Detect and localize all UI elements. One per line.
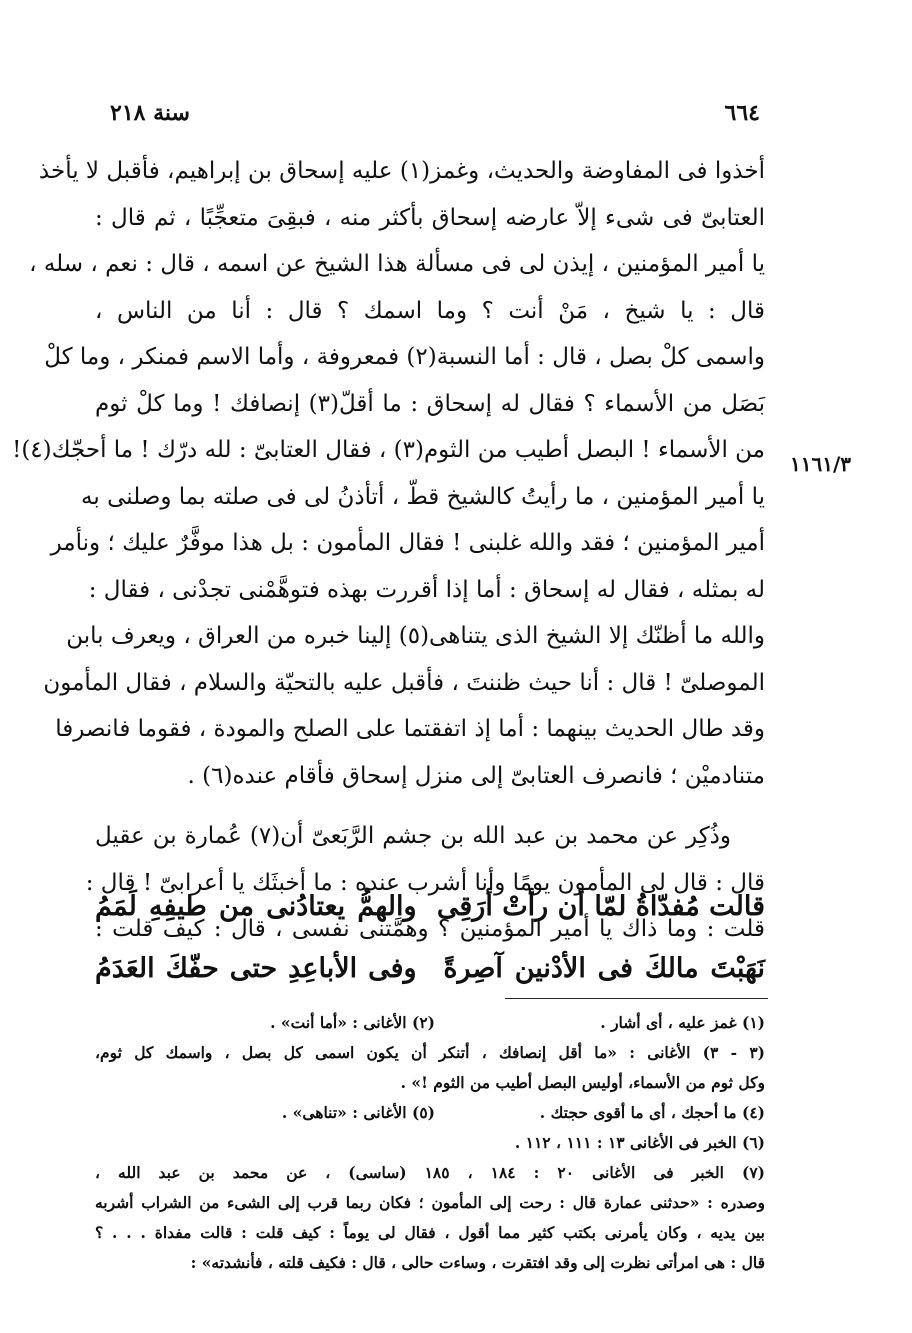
footnote-7: (٧) الخبر فى الأغانى ٢٠ : ١٨٤ ، ١٨٥ (ساسى) ، عن محمد بن عبد الله ، bbox=[95, 1163, 765, 1182]
hemistich-first: قالت مُفدّاةُ لمّا أن رأتْ أرَقِى bbox=[436, 891, 765, 922]
text-line: قال : قال لى المأمون يومًا وأنا أشرب عنده : ما أخبثَك يا أعرابىّ ! قال : bbox=[85, 869, 765, 896]
page-number: ٦٦٤ bbox=[724, 100, 760, 126]
text-line: واسمى كلْ بصل ، قال : أما النسبة(٢) فمعروفة ، وأما الاسم فمنكر ، وما كلْ bbox=[44, 344, 765, 370]
footnote-4: (٤) ما أحجك ، أى ما أقوى حجتك . bbox=[539, 1103, 765, 1122]
page-header bbox=[110, 100, 760, 134]
text-line: أمير المؤمنين ؛ فقد والله غلبنى ! فقال المأمون : بل هذا موفَّرٌ عليك ؛ ونأمر bbox=[50, 530, 765, 556]
text-line: والله ما أظنّك إلا الشيخ الذى يتناهى(٥) إلينا خبره من العراق ، ويعرف بابن bbox=[66, 623, 765, 649]
text-line: يا أمير المؤمنين ، ما رأيتُ كالشيخ قطّ ، أتأذنُ لى فى صلته بما وصلنى به bbox=[81, 483, 765, 510]
text-line: متنادميْن ؛ فانصرف العتابىّ إلى منزل إسحاق فأقام عنده(٦) . bbox=[187, 762, 765, 789]
poem bbox=[95, 876, 765, 1000]
year-heading: سنة ٢١٨ bbox=[110, 100, 190, 126]
footnote-7-cont: وصدره : «حدثنى عمارة قال : رحت إلى المأمون ؛ فكان ربما قرب إلى الشىء من الشراب أشربه bbox=[95, 1193, 765, 1212]
margin-reference: ١١٦١/٣ bbox=[790, 452, 852, 476]
text-line: أخذوا فى المفاوضة والحديث، وغمز(١) عليه إسحاق بن إبراهيم، فأقبل لا يأخذ bbox=[38, 158, 765, 184]
main-text bbox=[12, 148, 765, 953]
text-line: يا أمير المؤمنين ، إيذن لى فى مسألة هذا الشيخ عن اسمه ، قال : نعم ، سله ، bbox=[29, 251, 765, 277]
footnotes bbox=[95, 1008, 765, 1278]
poem-verse bbox=[95, 876, 765, 938]
poem-verse bbox=[95, 938, 765, 1000]
hemistich-second: والهمُّ يعتادُنى من طيفِهِ لَمَمُ bbox=[95, 891, 417, 922]
footnote-1: (١) غمز عليه ، أى أشار . bbox=[600, 1013, 765, 1032]
text-line: بَصَل من الأسماء ؟ فقال له إسحاق : ما أقلّ(٣) إنصافك ! وما كلْ ثوم bbox=[95, 390, 765, 417]
footnote-3-cont: وكل ثوم من الأسماء، أوليس البصل أطيب من الثوم !» . bbox=[400, 1073, 765, 1092]
footnote-6: (٦) الخبر فى الأغانى ١٣ : ١١١ ، ١١٢ . bbox=[514, 1133, 765, 1152]
footnote-row bbox=[95, 1098, 765, 1128]
footnote-3: (٣ - ٣) الأغانى : «ما أقل إنصافك ، أتنكر أن يكون اسمى كل بصل ، واسمك كل ثوم، bbox=[95, 1043, 765, 1062]
footnote-7-cont: بين يديه ، وكان يأمرنى بكتب كثير مما أقول ، فقال لى يوماً : كيف قلت : قالت مفداة . . . ؟ bbox=[95, 1223, 765, 1242]
text-line: قلت : وما ذاك يا أمير المؤمنين ؟ وهمَّتنى نفسى ، قال : كيف قلت : bbox=[95, 916, 765, 942]
text-line: قال : يا شيخ ، مَنْ أنت ؟ وما اسمك ؟ قال : أنا من الناس ، bbox=[95, 297, 765, 324]
hemistich-second: وفى الأباعِدِ حتى حفّكَ العَدَمُ bbox=[95, 953, 417, 984]
text-line: العتابىّ فى شىء إلاّ عارضه إسحاق بأكثر منه ، فبقِىَ متعجِّبًا ، ثم قال : bbox=[95, 204, 765, 231]
paragraph-gap bbox=[95, 799, 765, 813]
text-line: وذُكِر عن محمد بن عبد الله بن جشم الرَّبَعىّ أن(٧) عُمارة بن عقيل bbox=[95, 823, 732, 849]
text-line: له بمثله ، فقال له إسحاق : أما إذا أقررت بهذه فتوهَّمْنى تجدْنى ، فقال : bbox=[88, 576, 765, 603]
text-line: الموصلىّ ! قال : أنا حيث ظننتَ ، فأقبل عليه بالتحيّة والسلام ، فقال المأمون bbox=[43, 669, 765, 696]
footnote-row bbox=[95, 1008, 765, 1038]
footnote-5: (٥) الأغانى : «تناهى» . bbox=[281, 1103, 435, 1122]
text-line: من الأسماء ! البصل أطيب من الثوم(٣) ، فقال العتابىّ : لله درّك ! ما أحجّك(٤)! bbox=[12, 437, 765, 463]
text-line: وقد طال الحديث بينهما : أما إذ اتفقتما على الصلح والمودة ، فقوما فانصرفا bbox=[55, 716, 765, 742]
footnote-7-cont: قال : هى امرأتى نظرت إلى وقد افتقرت ، وساءت حالى ، قال : فكيف قلته ، فأنشدته» : bbox=[190, 1253, 765, 1272]
footnote-divider bbox=[505, 998, 768, 999]
footnote-2: (٢) الأغانى : «أما أنت» . bbox=[270, 1013, 435, 1032]
hemistich-first: نَهَبْتَ مالكَ فى الأدْنين آصِرةً bbox=[443, 953, 765, 984]
